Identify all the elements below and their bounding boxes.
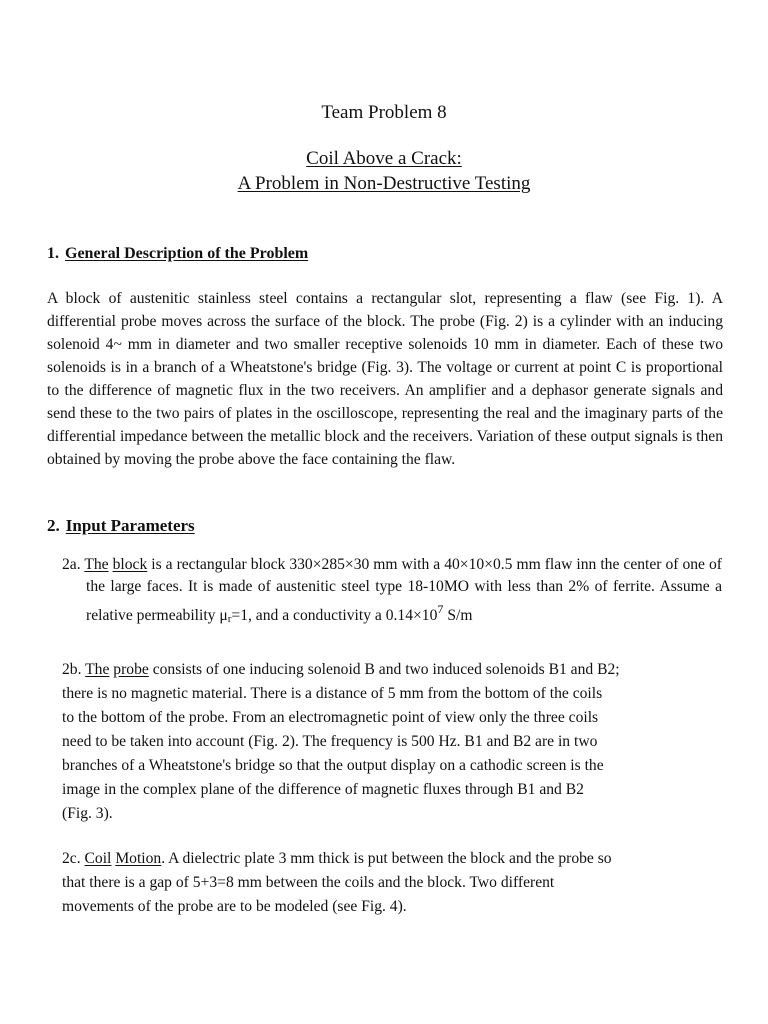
document-title: Team Problem 8 bbox=[321, 102, 447, 123]
item-2c-text: . A dielectric plate 3 mm thick is put between the block and the probe so bbox=[161, 850, 612, 867]
item-2a-underline-1: The bbox=[84, 556, 109, 573]
subtitle-text-1: Coil Above a Crack: bbox=[306, 148, 462, 169]
item-2b-text: consists of one inducing solenoid B and two induced solenoids B1 and B2; bbox=[152, 661, 620, 678]
item-2c bbox=[62, 847, 712, 919]
item-2a-unit: S/m bbox=[447, 607, 473, 624]
section-1-title: General Description of the Problem bbox=[65, 245, 309, 262]
item-2b-label: 2b. bbox=[62, 661, 82, 678]
item-2b-line: there is no magnetic material. There is a distance of 5 mm from the bottom of the coils bbox=[62, 685, 603, 702]
item-2c-underline-2: Motion bbox=[115, 850, 162, 867]
item-2b-underline-2: probe bbox=[113, 661, 149, 678]
item-2b-line: to the bottom of the probe. From an electromagnetic point of view only the three coils bbox=[62, 709, 599, 726]
subtitle-text-2: A Problem in Non-Destructive Testing bbox=[237, 173, 531, 194]
section-1-heading bbox=[47, 244, 308, 264]
item-2b-underline-1: The bbox=[85, 661, 110, 678]
item-2a-label: 2a. bbox=[62, 556, 81, 573]
item-2b-line: (Fig. 3). bbox=[62, 805, 113, 822]
section-2-title: Input Parameters bbox=[65, 516, 195, 535]
item-2c-line: that there is a gap of 5+3=8 mm between the coils and the block. Two different bbox=[62, 874, 555, 891]
subtitle-line-1 bbox=[0, 147, 768, 170]
subtitle-line-2 bbox=[0, 172, 768, 195]
item-2a-mu bbox=[219, 607, 231, 624]
item-2c-label: 2c. bbox=[62, 850, 81, 867]
item-2c-line bbox=[62, 847, 712, 871]
section-2-number: 2. bbox=[47, 516, 60, 535]
item-2a-text: is a rectangular block 330×285×30 mm with a 40×10×0.5 mm flaw inn the center of one of the large faces. It is made of austenitic steel type 18-10MO with less than 2% of ferrite. Assume a relative permeability bbox=[86, 556, 722, 624]
item-2b bbox=[62, 658, 712, 826]
mu-subscript: r bbox=[227, 613, 232, 625]
section-1-paragraph: A block of austenitic stainless steel contains a rectangular slot, representing a flaw (see Fig. 1). A differential probe moves across the surface of the block. The probe (Fig. 2) is a cylinder with an inducing solenoid 4~ mm in diameter and two smaller receptive solenoids 10 mm in diameter. Each of these two solenoids is in a branch of a Wheatstone's bridge (Fig. 3). The voltage or current at point C is proportional to the difference of magnetic flux in the two receivers. An amplifier and a dephasor generate signals and send these to the two pairs of plates in the oscilloscope, representing the real and the imaginary parts of the differential impedance between the metallic block and the receivers. Variation of these output signals is then obtained by moving the probe above the face containing the flaw. bbox=[47, 290, 723, 468]
mu-symbol: μ bbox=[219, 607, 228, 624]
section-2-heading bbox=[47, 516, 195, 536]
item-2b-line: image in the complex plane of the difference of magnetic fluxes through B1 and B2 bbox=[62, 781, 584, 798]
item-2c-line: movements of the probe are to be modeled (see Fig. 4). bbox=[62, 898, 407, 915]
item-2b-line: branches of a Wheatstone's bridge so that the output display on a cathodic screen is the bbox=[62, 757, 604, 774]
item-2a-underline-2: block bbox=[112, 556, 148, 573]
exponent: 7 bbox=[437, 602, 444, 616]
section-1-number: 1. bbox=[47, 245, 59, 262]
item-2b-line bbox=[62, 658, 712, 682]
item-2a-text-2: =1, and a conductivity a 0.14×10 bbox=[231, 607, 438, 624]
item-2a bbox=[62, 554, 722, 630]
item-2c-underline-1: Coil bbox=[84, 850, 112, 867]
item-2b-line: need to be taken into account (Fig. 2). The frequency is 500 Hz. B1 and B2 are in two bbox=[62, 733, 598, 750]
